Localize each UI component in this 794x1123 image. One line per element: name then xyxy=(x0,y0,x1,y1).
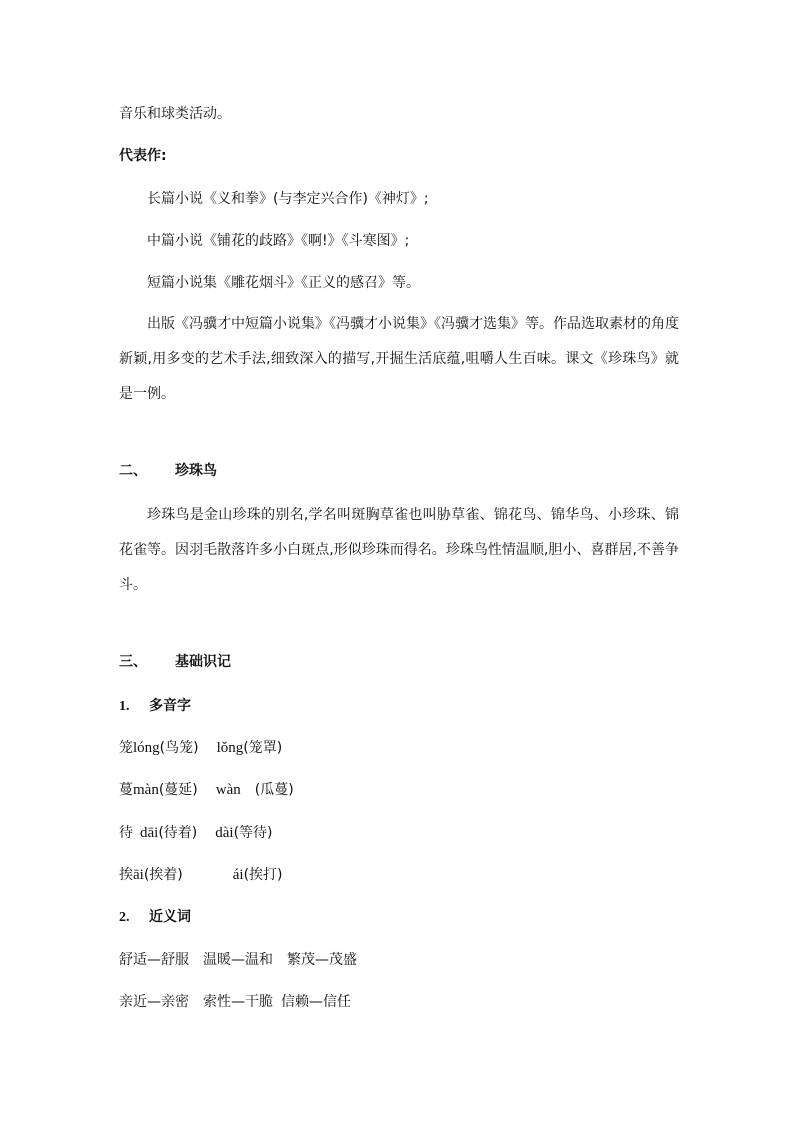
pinyin: màn xyxy=(133,782,159,798)
subheading-title: 多音字 xyxy=(149,698,191,714)
example-word: (笼罩) xyxy=(243,740,283,756)
pinyin: ái xyxy=(232,867,244,883)
synonym-pair: 舒适—舒服 xyxy=(119,952,189,968)
synonym-pair: 信赖—信任 xyxy=(281,994,351,1010)
pinyin: lóng xyxy=(133,740,160,756)
synonym-row xyxy=(119,950,357,970)
works-label: 代表作: xyxy=(119,148,167,164)
section-number: 三、 xyxy=(119,654,147,670)
bird-paragraph: 珍珠鸟是金山珍珠的别名,学名叫斑胸草雀也叫胁草雀、锦花鸟、锦华鸟、小珍珠、锦花雀等。因羽毛散落许多小白斑点,形似珍珠而得名。珍珠鸟性情温顺,胆小、喜群居,不善争斗。 xyxy=(119,507,679,593)
polyphone-row xyxy=(119,780,294,800)
list-number: 2. xyxy=(119,910,130,925)
synonym-row xyxy=(119,992,351,1012)
pinyin: dài xyxy=(215,825,234,841)
section-heading-3 xyxy=(119,652,231,672)
example-word: (挨打) xyxy=(243,867,283,883)
example-word: (蔓延) xyxy=(158,782,198,798)
example-word: (瓜蔓) xyxy=(254,782,294,798)
synonym-pair: 繁茂—茂盛 xyxy=(287,952,357,968)
section-title: 基础识记 xyxy=(175,654,231,670)
synonym-pair: 索性—干脆 xyxy=(203,994,273,1010)
polyphone-char: 待 xyxy=(119,825,133,841)
works-item: 长篇小说《义和拳》(与李定兴合作)《神灯》; xyxy=(147,191,429,207)
subheading-1 xyxy=(119,696,191,717)
subheading-title: 近义词 xyxy=(149,909,191,925)
section-title: 珍珠鸟 xyxy=(175,463,217,479)
polyphone-char: 笼 xyxy=(119,740,133,756)
synonym-pair: 亲近—亲密 xyxy=(119,994,189,1010)
list-number: 1. xyxy=(119,699,130,714)
subheading-2 xyxy=(119,907,191,928)
works-item: 中篇小说《铺花的歧路》《啊!》《斗寒图》; xyxy=(147,233,410,249)
works-item: 短篇小说集《雕花烟斗》《正义的感召》等。 xyxy=(147,275,420,291)
example-word: (待着) xyxy=(158,825,198,841)
polyphone-row xyxy=(119,823,273,843)
polyphone-row xyxy=(119,738,282,758)
pinyin: dāi xyxy=(140,825,159,841)
pinyin: āi xyxy=(133,867,144,883)
polyphone-char: 蔓 xyxy=(119,782,133,798)
polyphone-row xyxy=(119,865,283,885)
pinyin: lǒng xyxy=(216,740,244,756)
example-word: (等待) xyxy=(233,825,273,841)
example-word: (挨着) xyxy=(143,867,183,883)
polyphone-char: 挨 xyxy=(119,867,133,883)
works-paragraph: 出版《冯骥才中短篇小说集》《冯骥才小说集》《冯骥才选集》等。作品选取素材的角度新颖,用多变的艺术手法,细致深入的描写,开掘生活底蕴,咀嚼人生百味。课文《珍珠鸟》就是一例。 xyxy=(119,316,679,402)
section-heading-2 xyxy=(119,461,217,481)
pinyin: wàn xyxy=(215,782,241,798)
example-word: (鸟笼) xyxy=(159,740,199,756)
synonym-pair: 温暖—温和 xyxy=(203,952,273,968)
section-number: 二、 xyxy=(119,463,147,479)
intro-tail: 音乐和球类活动。 xyxy=(119,106,231,122)
